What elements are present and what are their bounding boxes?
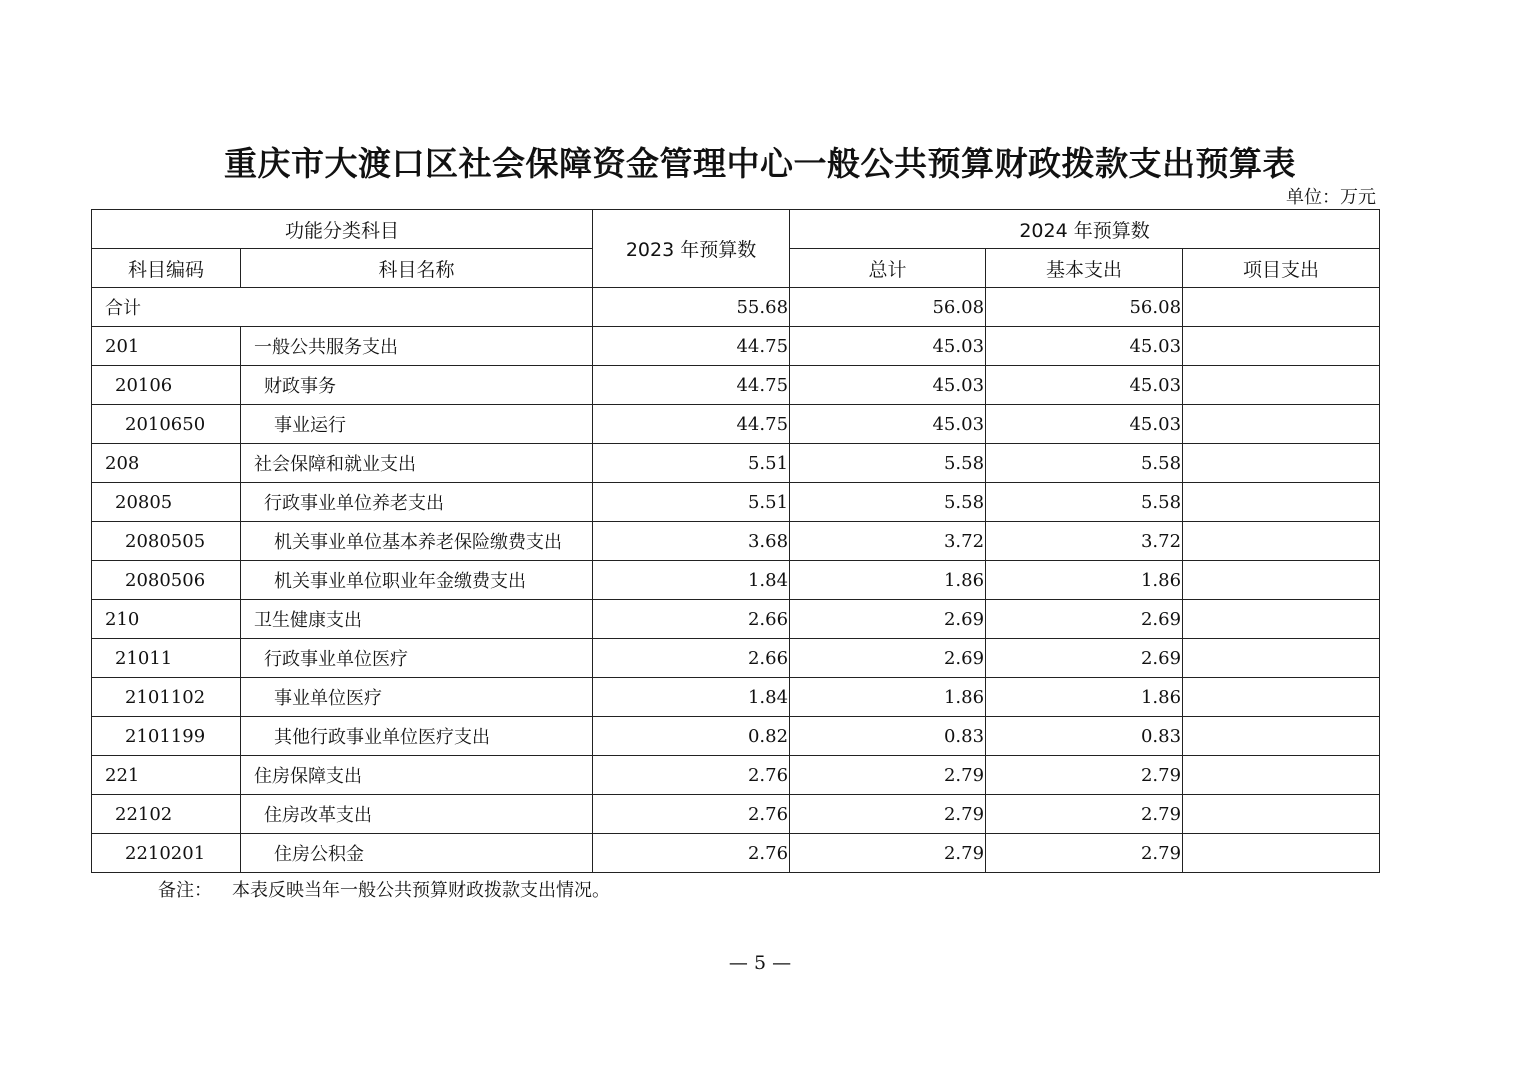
table-row	[92, 834, 1380, 873]
cell-total: 5.58	[790, 483, 986, 522]
cell-basic: 56.08	[986, 288, 1183, 327]
cell-name: 卫生健康支出	[241, 600, 593, 639]
cell-v2023: 44.75	[593, 366, 790, 405]
cell-total: 3.72	[790, 522, 986, 561]
cell-v2023: 1.84	[593, 561, 790, 600]
header-code: 科目编码	[92, 249, 241, 288]
table-row	[92, 795, 1380, 834]
cell-code: 2101199	[92, 717, 241, 756]
table-row	[92, 444, 1380, 483]
cell-name: 住房改革支出	[241, 795, 593, 834]
cell-project	[1183, 756, 1380, 795]
cell-v2023: 5.51	[593, 483, 790, 522]
cell-code: 22102	[92, 795, 241, 834]
cell-basic: 45.03	[986, 327, 1183, 366]
cell-name: 机关事业单位职业年金缴费支出	[241, 561, 593, 600]
header-func-category: 功能分类科目	[92, 210, 593, 249]
cell-project	[1183, 834, 1380, 873]
cell-basic: 0.83	[986, 717, 1183, 756]
cell-name: 行政事业单位医疗	[241, 639, 593, 678]
cell-total: 2.69	[790, 639, 986, 678]
cell-name: 一般公共服务支出	[241, 327, 593, 366]
cell-total: 45.03	[790, 405, 986, 444]
cell-basic: 2.79	[986, 834, 1183, 873]
page-number: — 5 —	[728, 952, 792, 974]
cell-total: 1.86	[790, 678, 986, 717]
cell-name: 其他行政事业单位医疗支出	[241, 717, 593, 756]
cell-v2023: 44.75	[593, 327, 790, 366]
cell-total: 56.08	[790, 288, 986, 327]
cell-project	[1183, 288, 1380, 327]
header-total: 总计	[790, 249, 986, 288]
table-row	[92, 600, 1380, 639]
cell-project	[1183, 327, 1380, 366]
cell-v2023: 2.76	[593, 834, 790, 873]
table-row	[92, 405, 1380, 444]
cell-name: 住房公积金	[241, 834, 593, 873]
cell-project	[1183, 522, 1380, 561]
cell-v2023: 0.82	[593, 717, 790, 756]
cell-total: 0.83	[790, 717, 986, 756]
cell-basic: 2.69	[986, 639, 1183, 678]
cell-basic: 2.69	[986, 600, 1183, 639]
cell-project	[1183, 366, 1380, 405]
table-row	[92, 366, 1380, 405]
cell-project	[1183, 795, 1380, 834]
cell-total: 2.79	[790, 795, 986, 834]
cell-code: 201	[92, 327, 241, 366]
header-name: 科目名称	[241, 249, 593, 288]
table-row	[92, 327, 1380, 366]
header-budget-2024: 2024 年预算数	[790, 210, 1380, 249]
cell-code: 2101102	[92, 678, 241, 717]
cell-v2023: 2.66	[593, 600, 790, 639]
budget-table	[91, 209, 1380, 873]
cell-code: 2080506	[92, 561, 241, 600]
cell-total: 1.86	[790, 561, 986, 600]
cell-name: 事业运行	[241, 405, 593, 444]
cell-v2023: 2.76	[593, 756, 790, 795]
unit-label: 单位：万元	[1286, 187, 1376, 208]
cell-v2023: 5.51	[593, 444, 790, 483]
cell-project	[1183, 405, 1380, 444]
cell-project	[1183, 600, 1380, 639]
cell-total: 45.03	[790, 327, 986, 366]
footnote	[158, 876, 610, 902]
table-row	[92, 483, 1380, 522]
cell-basic: 5.58	[986, 444, 1183, 483]
cell-basic: 2.79	[986, 756, 1183, 795]
cell-basic: 1.86	[986, 561, 1183, 600]
cell-v2023: 2.76	[593, 795, 790, 834]
cell-total: 2.79	[790, 834, 986, 873]
cell-basic: 45.03	[986, 405, 1183, 444]
cell-code: 20106	[92, 366, 241, 405]
cell-name: 机关事业单位基本养老保险缴费支出	[241, 522, 593, 561]
cell-code: 210	[92, 600, 241, 639]
cell-basic: 45.03	[986, 366, 1183, 405]
cell-name: 住房保障支出	[241, 756, 593, 795]
cell-name: 事业单位医疗	[241, 678, 593, 717]
cell-v2023: 55.68	[593, 288, 790, 327]
cell-code: 21011	[92, 639, 241, 678]
footnote-label: 备注：	[158, 880, 212, 901]
header-budget-2023: 2023 年预算数	[593, 210, 790, 288]
table-row	[92, 717, 1380, 756]
header-basic: 基本支出	[986, 249, 1183, 288]
table-row	[92, 756, 1380, 795]
cell-code: 221	[92, 756, 241, 795]
table-body	[92, 288, 1380, 873]
cell-project	[1183, 639, 1380, 678]
cell-v2023: 1.84	[593, 678, 790, 717]
cell-code: 20805	[92, 483, 241, 522]
table-row	[92, 639, 1380, 678]
cell-v2023: 3.68	[593, 522, 790, 561]
cell-name: 社会保障和就业支出	[241, 444, 593, 483]
cell-code: 2010650	[92, 405, 241, 444]
footnote-text: 本表反映当年一般公共预算财政拨款支出情况。	[232, 880, 610, 901]
cell-code: 2210201	[92, 834, 241, 873]
header-project: 项目支出	[1183, 249, 1380, 288]
cell-project	[1183, 717, 1380, 756]
cell-project	[1183, 483, 1380, 522]
page-title: 重庆市大渡口区社会保障资金管理中心一般公共预算财政拨款支出预算表	[224, 144, 1296, 183]
cell-code: 2080505	[92, 522, 241, 561]
cell-name: 财政事务	[241, 366, 593, 405]
cell-project	[1183, 561, 1380, 600]
table-row	[92, 561, 1380, 600]
table-row	[92, 678, 1380, 717]
cell-v2023: 44.75	[593, 405, 790, 444]
cell-project	[1183, 678, 1380, 717]
cell-project	[1183, 444, 1380, 483]
cell-name: 行政事业单位养老支出	[241, 483, 593, 522]
cell-basic: 3.72	[986, 522, 1183, 561]
cell-v2023: 2.66	[593, 639, 790, 678]
cell-total: 5.58	[790, 444, 986, 483]
cell-total: 2.79	[790, 756, 986, 795]
cell-code: 208	[92, 444, 241, 483]
cell-basic: 5.58	[986, 483, 1183, 522]
table-row	[92, 288, 1380, 327]
total-label: 合计	[92, 288, 593, 327]
table-row	[92, 522, 1380, 561]
cell-basic: 2.79	[986, 795, 1183, 834]
cell-basic: 1.86	[986, 678, 1183, 717]
cell-total: 2.69	[790, 600, 986, 639]
cell-total: 45.03	[790, 366, 986, 405]
